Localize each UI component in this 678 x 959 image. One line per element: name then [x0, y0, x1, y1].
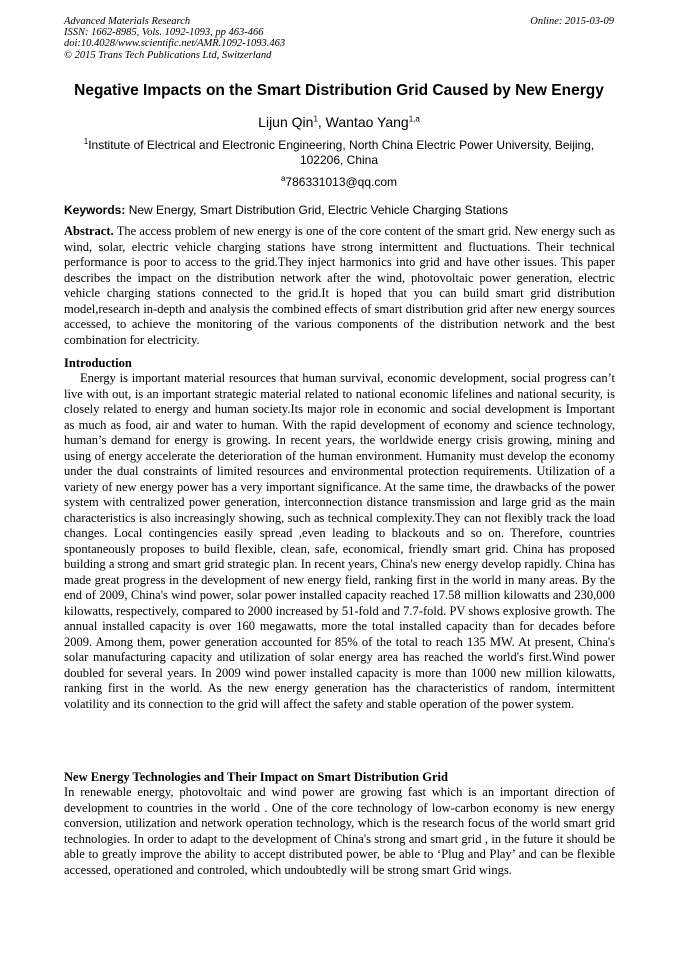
author-name: Lijun Qin [258, 114, 314, 130]
section-heading-new-energy: New Energy Technologies and Their Impact on Smart Distribution Grid [64, 770, 448, 784]
paper-title: Negative Impacts on the Smart Distribution Grid Caused by New Energy [74, 82, 604, 99]
email-mark: a [280, 174, 286, 183]
introduction-paragraph: Energy is important material resources that human survival, economic development, social progress can’t live with out, is an important strategic material related to national economic lifelines and national security, is closely related to energy and human society.Its major role in economic and social development is Important as much as food, air and water to human. With the rapid development of economy and science technology, human’s demand for energy is growing. In recent years, the worldwide energy crisis growing, mining and using of energy accelerate the deterioration of the human environment. Humanity must develop the economy under the dual constraints of limited resources and environmental protection requirements. Utilization of a variety of new energy power has a very important significance. At the same time, the drawbacks of the power system with centralized power generation, interconnection distance transmission and large grid as the main characteristics is also increasingly showing, such as technical complexity.They can not flexibly track the load changes. Local contingencies easily spread ,even leading to blackouts and so on. Therefore, countries spontaneously proposes to build flexible, clean, safe, economical, friendly smart grid. China has proposed building a strong and smart grid strategic plan. In recent years, China's new energy develop rapidly. China has made great progress in the development of new energy field, ranking first in the world in many areas. By the end of 2009, China's wind power, solar power installed capacity reached 17.58 million kilowatts and 230,000 kilowatts, respectively, compared to 2000 increased by 51-fold and 7.7-fold. PV shows explosive growth. The annual installed capacity is over 160 megawatts, more the total installed capacity than for decades before 2009. Among them, power generation accounted for 85% of the total to reach 135 MW. At present, China's solar manufacturing capacity and utilization of solar energy area has reached the world's first.Wind power doubled for several years. In 2009 wind power installed capacity is more than 1000 new million kilowatts, ranking first in the world. As the new energy generation has the characteristics of random, intermittent volatility and its connection to the grid will affect the safety and stable operation of the power system. [64, 371, 615, 711]
keywords-text: New Energy, Smart Distribution Grid, Electric Vehicle Charging Stations [125, 203, 508, 217]
author-list [0, 114, 678, 130]
abstract-text: The access problem of new energy is one of the core content of the smart grid. New energy such as wind, solar, electric vehicle charging stations have strong intermittent and fluctuations. Their technical performance is poor to access to the grid.They inject harmonics into grid and have other issues. This paper describes the impact on the distribution network after the wind, photovoltaic power generation, electric vehicle charging stations connected to the grid.It is hoped that you can build smart grid distribution model,research in-depth and analysis the combined effects of smart distribution grid after new energy sources accessed, to achieve the monitoring of the various components of the distribution network and the best combination for electricity. [64, 224, 615, 347]
affiliation-text: Institute of Electrical and Electronic Engineering, North China Electric Power University, Beijing, 102206, China [88, 138, 595, 167]
author-name: Wantao Yang [325, 114, 409, 130]
author-affiliation-mark: 1,a [408, 114, 420, 124]
abstract [64, 224, 615, 348]
journal-header [64, 16, 285, 61]
author-affiliation-mark: 1 [313, 114, 318, 124]
section-heading-introduction: Introduction [64, 356, 132, 370]
online-date: Online: 2015-03-09 [530, 16, 614, 27]
affiliation [64, 138, 614, 168]
author-separator: , [317, 114, 326, 130]
issn-line: ISSN: 1662-8985, Vols. 1092-1093, pp 463-466 [64, 27, 264, 39]
journal-name: Advanced Materials Research [64, 16, 191, 27]
author-email [0, 175, 678, 189]
email-text: 786331013@qq.com [285, 175, 398, 189]
new-energy-paragraph: In renewable energy, photovoltaic and wind power are growing fast which is an important direction of development to countries in the world . One of the core technology of low-carbon economy is new energy conversion, utilization and network operation technology, which is the research focus of the world smart grid technologies. In order to adapt to the development of China's strong and smart grid , in the future it should be able to greatly improve the ability to accept distributed power, be able to ‘Plug and Play’ and can be flexible accessed, operationed and controled, which undoubtedly will be strong smart Grid wings. [64, 785, 615, 877]
keywords-label: Keywords: [64, 203, 126, 217]
abstract-label: Abstract. [64, 224, 114, 238]
doi-line: doi:10.4028/www.scientific.net/AMR.1092-1093.463 [64, 38, 286, 50]
affiliation-mark: 1 [83, 137, 89, 146]
copyright-line: © 2015 Trans Tech Publications Ltd, Switzerland [64, 49, 272, 61]
keywords [64, 203, 614, 217]
